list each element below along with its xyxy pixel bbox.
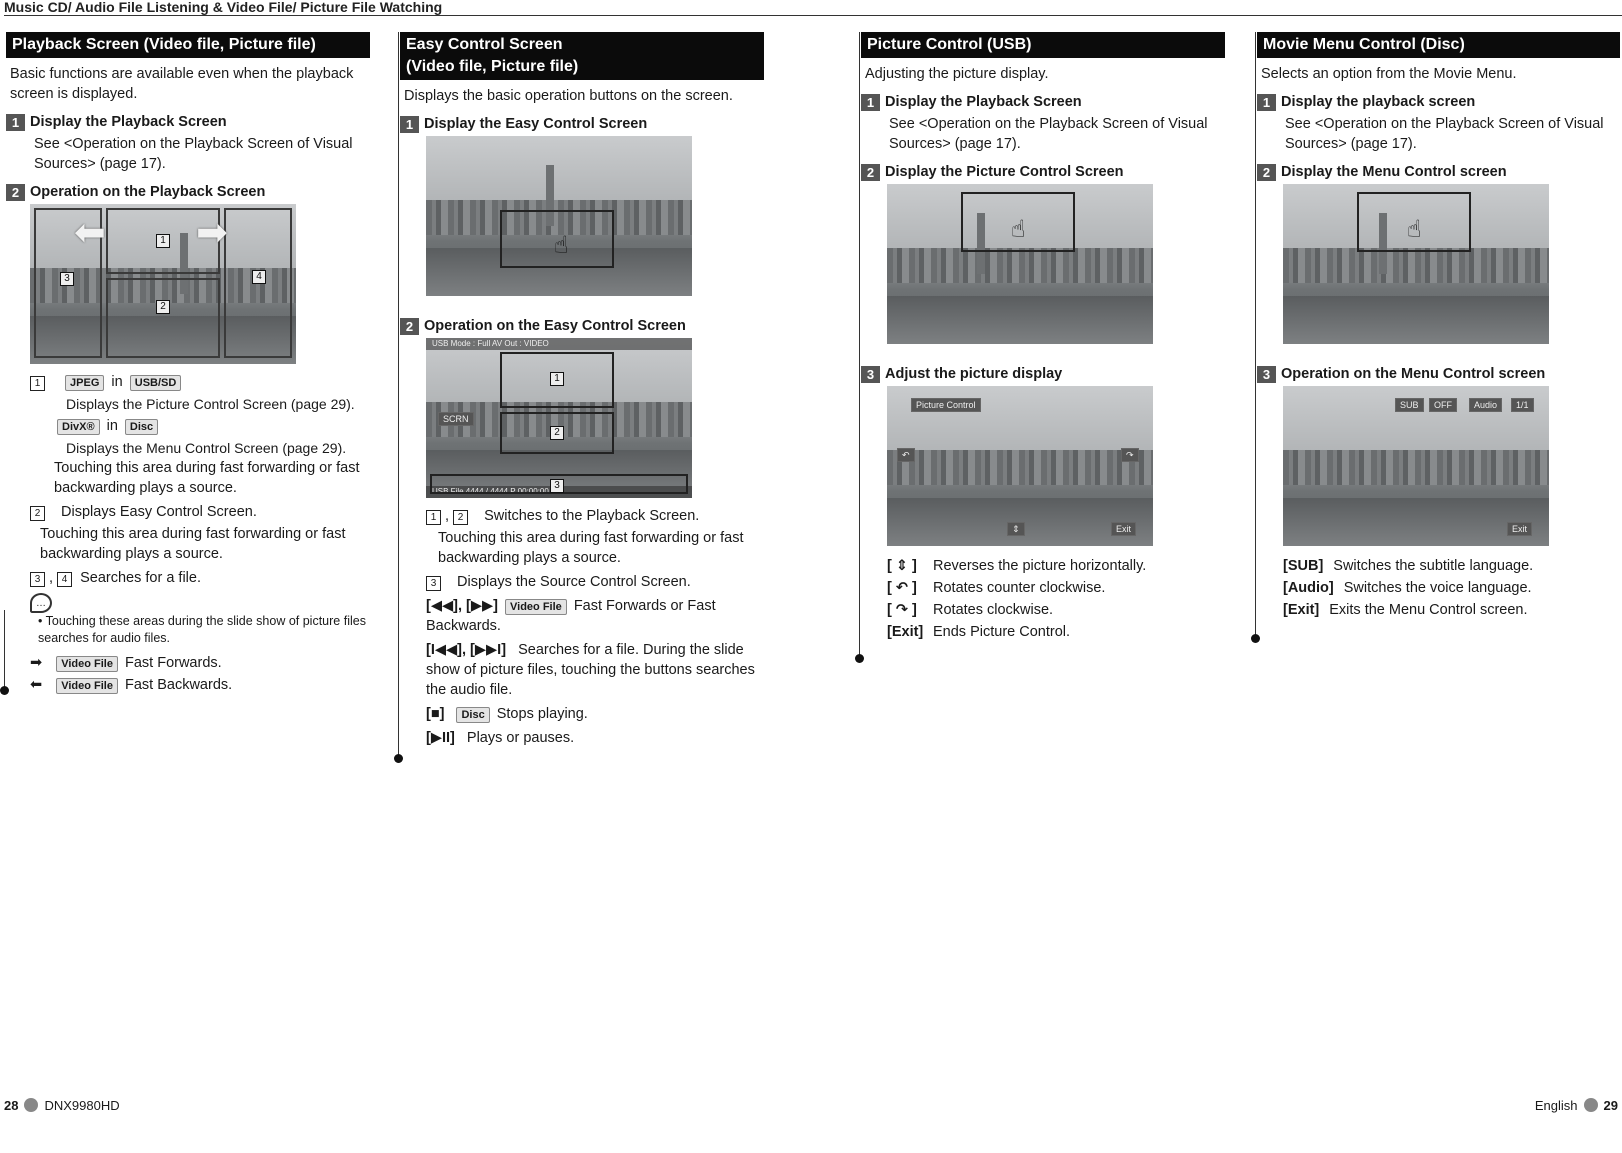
column-picture-control: Picture Control (USB) Adjusting the picture display. 1 Display the Playback Screen See <Operation on the Playback Screen of Visual Sources> (page 17). 2 Display the Picture Control Screen ☝ 3 Adjust the picture display Picture Control ↶ ↷ ⇕ Exit [ ⇕ ] Reverses the picture horizontally. [ ↶ ] Rotates counter clockwise. [ ↷ ] Rotates clockwise. [Exit] Ends Picture Control.: [861, 32, 1225, 644]
step-1-body: See <Operation on the Playback Screen of Visual Sources> (page 17).: [34, 136, 353, 172]
step-1: 1 Display the Playback Screen: [6, 112, 370, 132]
section-lead: Selects an option from the Movie Menu.: [1261, 66, 1517, 82]
rotate-cw-icon[interactable]: ↷: [1121, 448, 1139, 462]
section-title: Picture Control (USB): [861, 32, 1225, 58]
column-easy-control: Easy Control Screen (Video file, Picture file) Displays the basic operation buttons on the screen. 1 Display the Easy Control Screen ☝ 2 Operation on the Easy Control Screen USB Mode : Full AV Out : VIDEO SCRN USB File 4444 / 4444 P 00:00:00 1 2 3 1 , 2 Switches to the Playback Screen. Touching this area during fast forwarding or fast backwarding plays a source. 3 Displays the Source Control Screen. [◀◀], [▶▶] Video File Fast Forwards or Fast Backwards. [I◀◀], [▶▶I] Searches for a file. During the slide show of picture files, touching the buttons searches the audio file. [■] Disc Stops playing. [▶II] Plays or pauses.: [400, 32, 764, 750]
touch-note: Touching this area during fast forwarding or fast backwarding plays a source.: [438, 530, 744, 566]
step-3: 3 Adjust the picture display: [861, 364, 1225, 384]
menu-control-screenshot-2: [1283, 386, 1549, 546]
hand-pointer-icon: ☝: [1011, 216, 1026, 243]
column-end-dot-4: [1251, 634, 1260, 643]
step-1: 1 Display the Playback Screen: [861, 92, 1225, 112]
zone-label-4: 4: [252, 270, 266, 284]
divx-tag: DivX®: [57, 419, 100, 435]
page-number-left: 28: [4, 1098, 19, 1113]
rotate-ccw-key: [ ↶ ]: [887, 580, 917, 596]
step-2: 2 Operation on the Playback Screen: [6, 182, 370, 202]
picture-control-screenshot-2: [887, 386, 1153, 546]
zone-label-3: 3: [60, 272, 74, 286]
step-2: 2 Display the Picture Control Screen: [861, 162, 1225, 182]
footer-dot-right: [1584, 1098, 1598, 1112]
easy-control-screenshot-1: [426, 136, 692, 296]
item-number: 1: [30, 376, 45, 391]
arrow-right-icon: ➡: [30, 655, 43, 671]
divx-desc: Displays the Menu Control Screen (page 29).: [66, 440, 347, 456]
model-name: DNX9980HD: [44, 1098, 120, 1113]
easy-control-screenshot-2: [426, 338, 692, 498]
jpeg-tag: JPEG: [65, 375, 104, 391]
column-divider-2: [398, 32, 399, 758]
exit-key: [Exit]: [887, 624, 924, 640]
picture-control-screenshot-1: [887, 184, 1153, 344]
audio-button[interactable]: Audio: [1469, 398, 1502, 412]
footer-left: [4, 1098, 120, 1114]
ff-fb-key: [◀◀], [▶▶]: [426, 598, 498, 614]
step-1: 1 Display the playback screen: [1257, 92, 1620, 112]
step-1-body: See <Operation on the Playback Screen of Visual Sources> (page 17).: [1285, 116, 1604, 152]
sub-button[interactable]: SUB: [1395, 398, 1424, 412]
footer-right: [1535, 1098, 1618, 1114]
touch-note-2: Touching this area during fast forwarding or fast backwarding plays a source.: [40, 526, 346, 562]
step-1: 1 Display the Easy Control Screen: [400, 114, 764, 134]
audio-key: [Audio]: [1283, 580, 1334, 596]
usbsd-tag: USB/SD: [130, 375, 182, 391]
zone-label-2: 2: [156, 300, 170, 314]
column-end-dot-2: [394, 754, 403, 763]
column-divider-3: [859, 32, 860, 658]
slide-show-note: • Touching these areas during the slide show of picture files searches for audio files.: [38, 614, 366, 645]
arrow-right-icon: ➡: [196, 212, 228, 254]
step-1-body: See <Operation on the Playback Screen of Visual Sources> (page 17).: [889, 116, 1208, 152]
column-movie-menu-control: Movie Menu Control (Disc) Selects an option from the Movie Menu. 1 Display the playback screen See <Operation on the Playback Screen of Visual Sources> (page 17). 2 Display the Menu Control screen ☝ 3 Operation on the Menu Control screen SUB OFF Audio 1/1 Exit [SUB] Switches the subtitle language. [Audio] Switches the voice language. [Exit] Exits the Menu Control screen.: [1257, 32, 1620, 622]
arrow-left-icon: ⬅: [74, 212, 106, 254]
footer-dot-left: [24, 1098, 38, 1112]
step-2: 2 Operation on the Easy Control Screen: [400, 316, 764, 336]
arrow-left-icon: ⬅: [30, 677, 43, 693]
flip-key: [ ⇕ ]: [887, 558, 917, 574]
zone-label-2: 2: [550, 426, 564, 440]
running-head: Music CD/ Audio File Listening & Video File/ Picture File Watching: [4, 0, 1622, 16]
section-title: Easy Control Screen (Video file, Picture file): [400, 32, 764, 80]
skip-key: [I◀◀], [▶▶I]: [426, 642, 507, 658]
jpeg-desc: Displays the Picture Control Screen (page 29).: [66, 396, 355, 412]
zone-label-1: 1: [156, 234, 170, 248]
zone-label-3: 3: [550, 479, 564, 493]
section-title: Movie Menu Control (Disc): [1257, 32, 1620, 58]
item-number: 4: [57, 572, 72, 587]
video-file-tag: Video File: [505, 599, 567, 615]
screen-top-bar: USB Mode : Full AV Out : VIDEO: [426, 338, 692, 350]
play-pause-key: [▶II]: [426, 730, 455, 746]
flip-icon[interactable]: ⇕: [1007, 522, 1025, 536]
sub-value: OFF: [1429, 398, 1457, 412]
column-playback-screen: Playback Screen (Video file, Picture file) Basic functions are available even when the playback screen is displayed. 1 Display the Playback Screen See <Operation on the Playback Screen of Visual Sources> (page 17). 2 Operation on the Playback Screen 1 2 3 4 ⬅ ➡ 1 JPEG in USB/SD Displays the Picture Control Screen (page 29). DivX® in Disc Displays the Menu Control Screen (page 29). Touching this area during fast forwarding or fast backwarding plays a source. 2 Displays Easy Control Screen. Touching this area during fast forwarding or fast backwarding plays a source. 3 , 4 Searches for a file. … • Touching these areas during the slide show of picture files searches for audio files. ➡ Video File Fast Forwards. ⬅ Video File Fast Backwards.: [6, 32, 370, 697]
note-icon: …: [30, 593, 52, 613]
menu-control-screenshot-1: [1283, 184, 1549, 344]
section-lead: Basic functions are available even when the playback screen is displayed.: [10, 66, 354, 102]
exit-button[interactable]: Exit: [1111, 522, 1136, 536]
exit-button[interactable]: Exit: [1507, 522, 1532, 536]
section-lead: Adjusting the picture display.: [865, 66, 1049, 82]
column-divider-4: [1255, 32, 1256, 638]
playback-screenshot: [30, 204, 296, 364]
video-file-tag: Video File: [56, 678, 118, 694]
touch-note-1: Touching this area during fast forwarding or fast backwarding plays a source.: [54, 460, 360, 496]
zone-2[interactable]: [106, 278, 220, 358]
item-number: 2: [30, 506, 45, 521]
exit-key: [Exit]: [1283, 602, 1320, 618]
sub-key: [SUB]: [1283, 558, 1324, 574]
scrn-button[interactable]: SCRN: [438, 412, 474, 426]
rotate-cw-key: [ ↷ ]: [887, 602, 917, 618]
column-divider-1: [4, 610, 5, 690]
language-label: English: [1534, 1098, 1578, 1113]
column-end-dot-3: [855, 654, 864, 663]
hand-pointer-icon: ☝: [1407, 216, 1422, 243]
item-number: 3: [30, 572, 45, 587]
step-2: 2 Display the Menu Control screen: [1257, 162, 1620, 182]
step-3: 3 Operation on the Menu Control screen: [1257, 364, 1620, 384]
page-number-right: 29: [1603, 1098, 1618, 1113]
zone-label-1: 1: [550, 372, 564, 386]
disc-tag: Disc: [125, 419, 158, 435]
section-title: Playback Screen (Video file, Picture file): [6, 32, 370, 58]
rotate-ccw-icon[interactable]: ↶: [897, 448, 915, 462]
section-lead: Displays the basic operation buttons on the screen.: [404, 88, 733, 104]
audio-value: 1/1: [1511, 398, 1534, 412]
video-file-tag: Video File: [56, 656, 118, 672]
picture-control-label: Picture Control: [911, 398, 981, 412]
disc-tag: Disc: [456, 707, 489, 723]
stop-key: [■]: [426, 706, 445, 722]
screen-bottom-bar: USB File 4444 / 4444 P 00:00:00: [426, 486, 692, 498]
hand-pointer-icon: ☝: [554, 232, 569, 259]
